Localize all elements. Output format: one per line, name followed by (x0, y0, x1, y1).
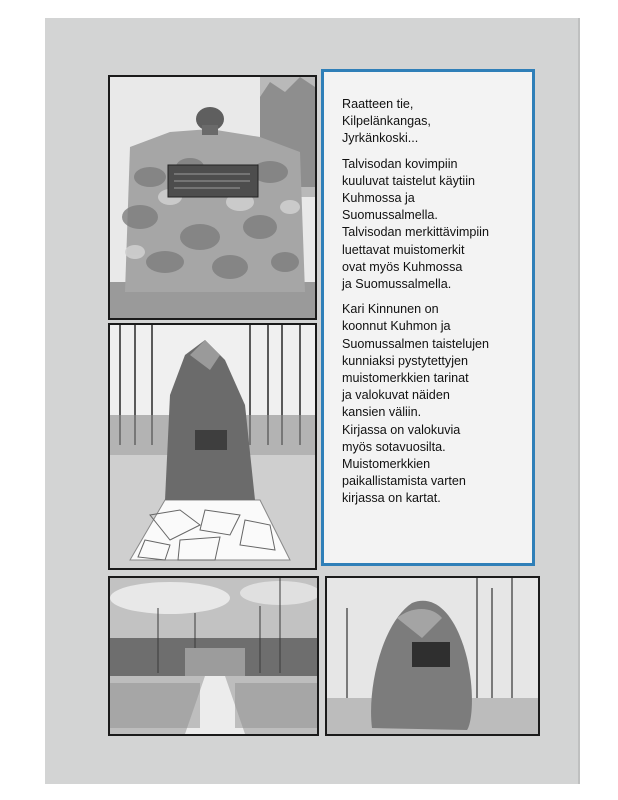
blurb-paragraph-author: Kari Kinnunen on koonnut Kuhmon ja Suomussalmen taistelujen kunniaksi pystytettyjen muistomerkkien tarinat ja valokuvat näiden kansien väliin. Kirjassa on valokuvia myös sotavuosilta. Muistomerkkien paikallistamista varten kirjassa on kartat. (342, 302, 490, 506)
memorial-photo-boulder-plaque (325, 576, 540, 736)
memorial-photo-helmet-stone (108, 75, 317, 320)
blurb-paragraph-battles: Talvisodan kovimpiin kuuluvat taistelut käytiin Kuhmossa ja Suomussalmella. Talvisodan merkittävimpiin luettavat muistomerkit ovat myös Kuhmossa ja Suomussalmella. (342, 156, 489, 292)
blurb-intro: Raatteen tie, Kilpelänkangas, Jyrkänkoski... (342, 97, 431, 146)
blurb-box (321, 69, 535, 566)
memorial-photo-rock-forest (108, 323, 317, 570)
memorial-photo-flagpoles (108, 576, 319, 736)
